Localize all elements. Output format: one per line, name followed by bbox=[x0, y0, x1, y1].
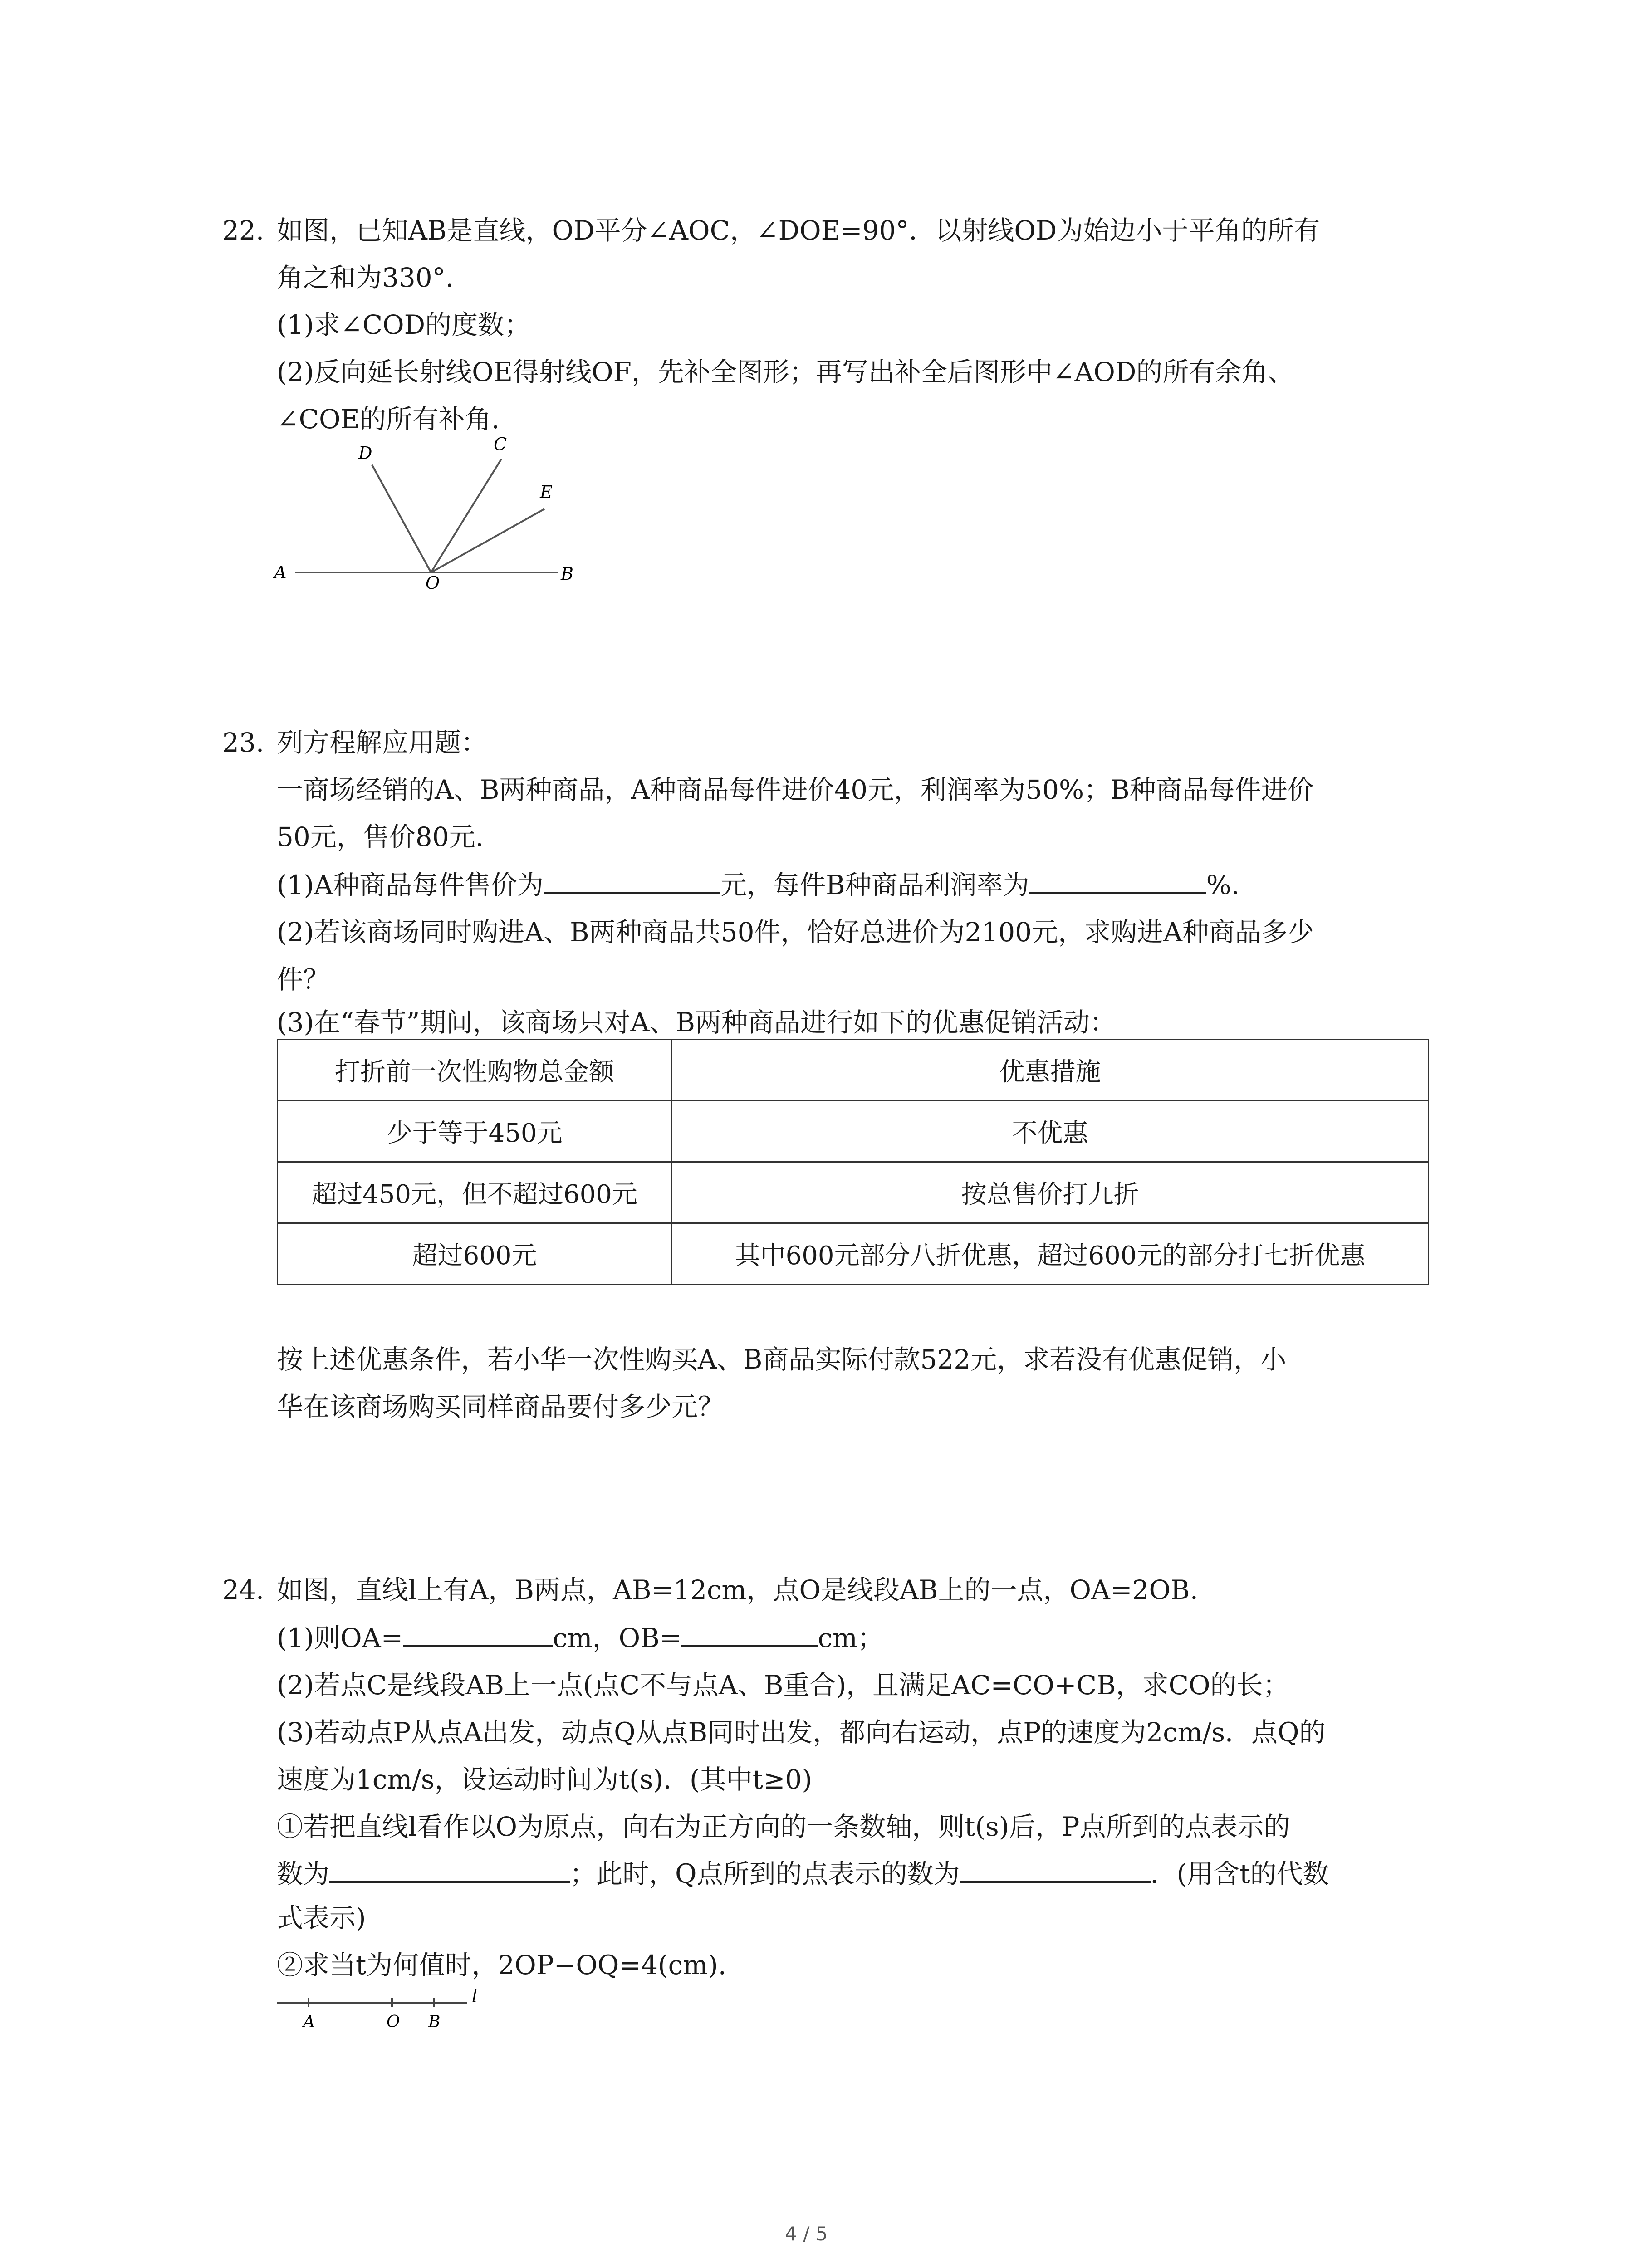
q24-sub1b-b: ；此时，Q点所到的点表示的数为 bbox=[570, 1858, 960, 1889]
label-o: O bbox=[387, 2013, 400, 2031]
table-row bbox=[278, 1223, 1429, 1285]
label-a: A bbox=[303, 2013, 315, 2031]
ray-oc bbox=[431, 459, 501, 572]
label-b: B bbox=[428, 2013, 441, 2031]
q24-sub1b-a: 数为 bbox=[277, 1858, 330, 1889]
q24-part1-b: cm，OB= bbox=[553, 1623, 682, 1653]
label-e: E bbox=[540, 482, 553, 502]
q24-part1 bbox=[277, 1620, 884, 1656]
q22-line2: 角之和为330°. bbox=[277, 262, 454, 293]
q22-angle-figure bbox=[268, 431, 585, 594]
answer-blank[interactable] bbox=[544, 870, 720, 894]
q23-part1-b: 元，每件B种商品利润率为 bbox=[720, 870, 1029, 900]
q22-part1: (1)求∠COD的度数； bbox=[277, 309, 531, 340]
q24-sub1b-c: ．(用含t的代数 bbox=[1150, 1858, 1329, 1889]
answer-blank[interactable] bbox=[960, 1858, 1151, 1883]
q23-part1-c: %. bbox=[1206, 870, 1240, 900]
q24-part3b: 速度为1cm/s，设运动时间为t(s)．(其中t≥0) bbox=[277, 1764, 813, 1795]
label-a: A bbox=[274, 562, 287, 582]
ray-od bbox=[372, 465, 431, 572]
label-d: D bbox=[358, 443, 372, 463]
q23-part1 bbox=[277, 867, 1239, 903]
table-row bbox=[278, 1101, 1429, 1162]
table-row bbox=[278, 1162, 1429, 1223]
label-b: B bbox=[561, 564, 573, 584]
q24-part1-c: cm； bbox=[818, 1623, 884, 1653]
q24-sub1c: 式表示) bbox=[277, 1902, 366, 1933]
q23-part3: (3)在“春节”期间，该商场只对A、B两种商品进行如下的优惠促销活动： bbox=[277, 1007, 1116, 1038]
q23-intro2: 50元，售价80元. bbox=[277, 821, 484, 852]
label-o: O bbox=[426, 573, 440, 593]
q22-number: 22. bbox=[222, 215, 265, 246]
q24-part3a: (3)若动点P从点A出发，动点Q从点B同时出发，都向右运动，点P的速度为2cm/s．点Q的 bbox=[277, 1717, 1326, 1748]
q24-part1-a: (1)则OA= bbox=[277, 1623, 403, 1653]
table-header-cell: 优惠措施 bbox=[672, 1040, 1429, 1101]
q24-number-line-figure bbox=[268, 1989, 495, 2039]
table-cell: 不优惠 bbox=[672, 1101, 1429, 1162]
q23-part2b: 件？ bbox=[277, 964, 330, 995]
q23-after2: 华在该商场购买同样商品要付多少元？ bbox=[277, 1391, 725, 1422]
table-header-row bbox=[278, 1040, 1429, 1101]
table-cell: 少于等于450元 bbox=[278, 1101, 672, 1162]
answer-blank[interactable] bbox=[1029, 870, 1206, 894]
table-header-cell: 打折前一次性购物总金额 bbox=[278, 1040, 672, 1101]
table-cell: 超过600元 bbox=[278, 1223, 672, 1285]
q24-line1: 如图，直线l上有A，B两点，AB=12cm，点O是线段AB上的一点，OA=2OB. bbox=[277, 1574, 1199, 1605]
q23-number: 23. bbox=[222, 727, 265, 758]
table-cell: 其中600元部分八折优惠，超过600元的部分打七折优惠 bbox=[672, 1223, 1429, 1285]
page-number: 4 / 5 bbox=[785, 2223, 828, 2245]
discount-table bbox=[277, 1039, 1429, 1285]
q24-sub1a: ①若把直线l看作以O为原点，向右为正方向的一条数轴，则t(s)后，P点所到的点表示的 bbox=[277, 1811, 1290, 1842]
q23-part2a: (2)若该商场同时购进A、B两种商品共50件，恰好总进价为2100元，求购进A种商品多少 bbox=[277, 917, 1314, 948]
table-cell: 超过450元，但不超过600元 bbox=[278, 1162, 672, 1223]
label-c: C bbox=[494, 434, 507, 454]
q22-line1: 如图，已知AB是直线，OD平分∠AOC，∠DOE=90°．以射线OD为始边小于平角的所有 bbox=[277, 215, 1320, 246]
q24-number: 24. bbox=[222, 1574, 265, 1605]
q24-part2: (2)若点C是线段AB上一点(点C不与点A、B重合)，且满足AC=CO+CB，求CO的长； bbox=[277, 1670, 1289, 1701]
answer-blank[interactable] bbox=[681, 1623, 818, 1647]
q22-part2a: (2)反向延长射线OE得射线OF，先补全图形；再写出补全后图形中∠AOD的所有余角、 bbox=[277, 357, 1294, 387]
q23-intro1: 一商场经销的A、B两种商品，A种商品每件进价40元，利润率为50%；B种商品每件进价 bbox=[277, 774, 1314, 805]
q23-part1-a: (1)A种商品每件售价为 bbox=[277, 870, 544, 900]
ray-oe bbox=[431, 509, 544, 572]
q23-title: 列方程解应用题： bbox=[277, 727, 488, 758]
answer-blank[interactable] bbox=[403, 1623, 553, 1647]
q24-sub2: ②求当t为何值时，2OP−OQ=4(cm). bbox=[277, 1950, 727, 1980]
answer-blank[interactable] bbox=[329, 1858, 570, 1883]
q24-sub1b bbox=[277, 1856, 1329, 1892]
label-l: l bbox=[472, 1989, 478, 2006]
q22-part2b: ∠COE的所有补角. bbox=[277, 404, 500, 435]
table-cell: 按总售价打九折 bbox=[672, 1162, 1429, 1223]
q23-after1: 按上述优惠条件，若小华一次性购买A、B商品实际付款522元，求若没有优惠促销，小 bbox=[277, 1344, 1287, 1375]
